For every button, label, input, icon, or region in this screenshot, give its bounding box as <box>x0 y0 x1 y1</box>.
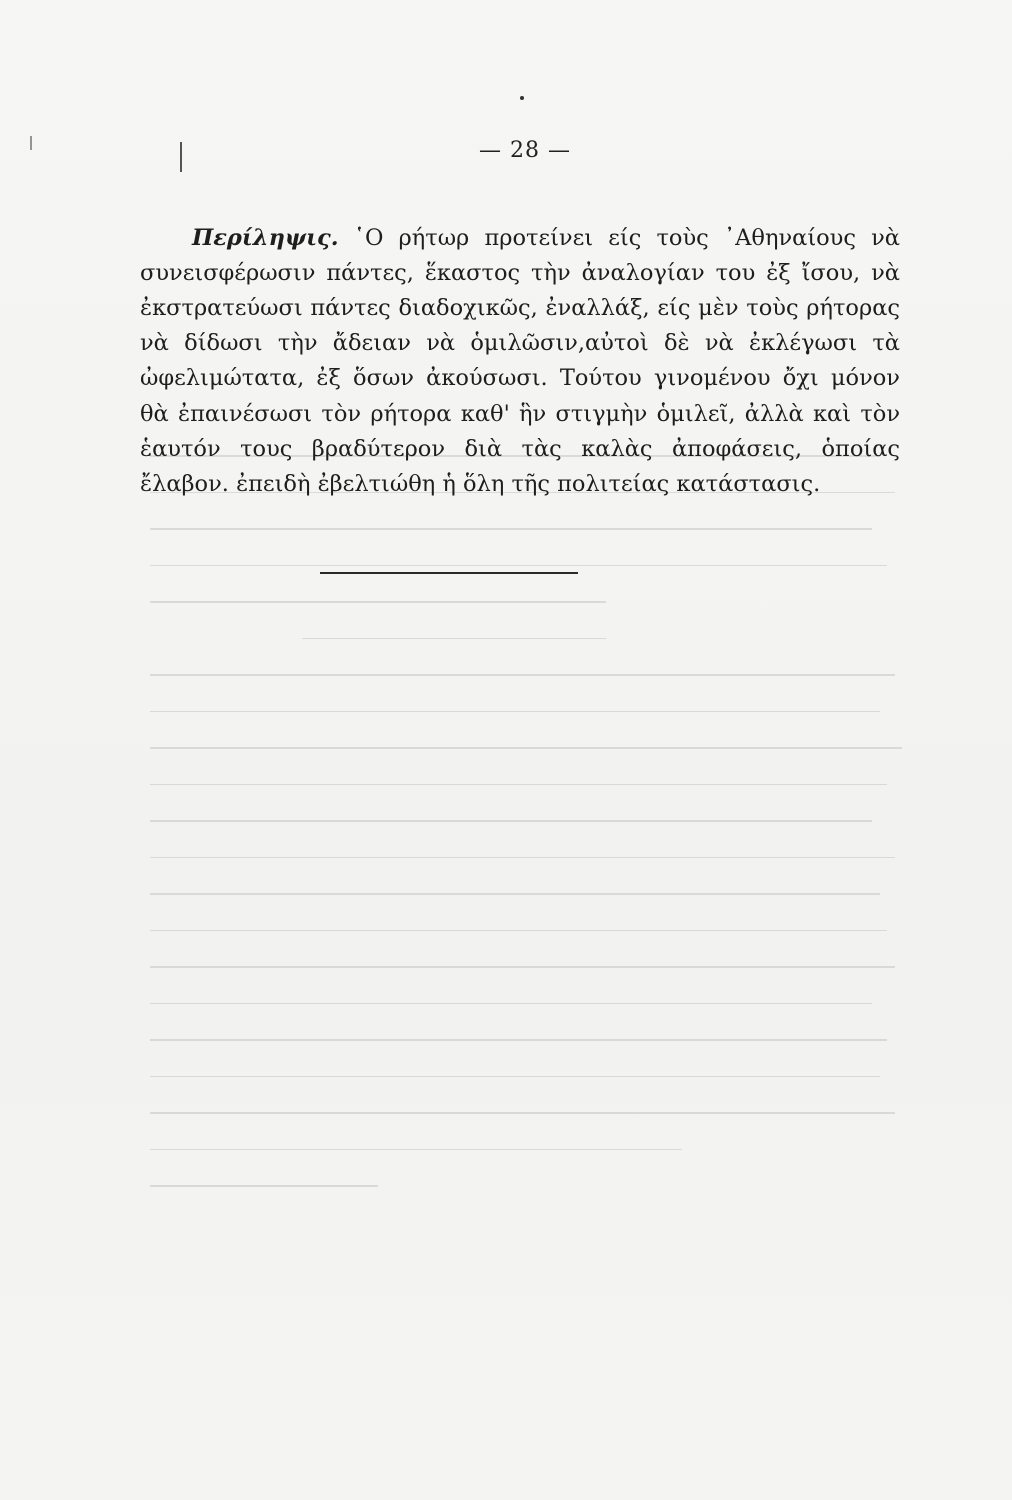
summary-lead-in: Περίληψις. <box>192 224 339 251</box>
page-number: — 28 — <box>479 138 571 163</box>
summary-paragraph <box>140 221 900 503</box>
reverse-side-bleed-through <box>150 455 910 1255</box>
summary-body: ῾Ο ρήτωρ προτείνει είς τοὺς ᾿Αθηναίους νὰ συνεισφέρωσιν πάντες, ἕκαστος τὴν ἀναλογίαν του ἐξ ἴσου, νὰ ἐκστρατεύωσι πάντες διαδοχικῶς, ἐναλλάξ, είς μὲν τοὺς ρήτορας νὰ δίδωσι τὴν ἄδειαν νὰ ὁμιλῶσιν,αὐτοὶ δὲ νὰ ἐκλέγωσι τὰ ὠφελιμώτατα, ἐξ ὅσων ἀκούσωσι. Τούτου γινομένου ὄχι μόνον θὰ ἐπαινέσωσι τὸν ρήτορα καθ' ἣν στιγμὴν ὁμιλεῖ, ἀλλὰ καὶ τὸν ἑαυτόν τους βραδύτερον διὰ τὰς καλὰς ἀποφάσεις, ὁποίας ἔλαβον. ἐπειδὴ ἐβελτιώθη ἡ ὅλη τῆς πολιτείας κατάστασις. <box>140 224 900 497</box>
ink-speck <box>520 96 524 100</box>
section-separator <box>320 572 578 574</box>
